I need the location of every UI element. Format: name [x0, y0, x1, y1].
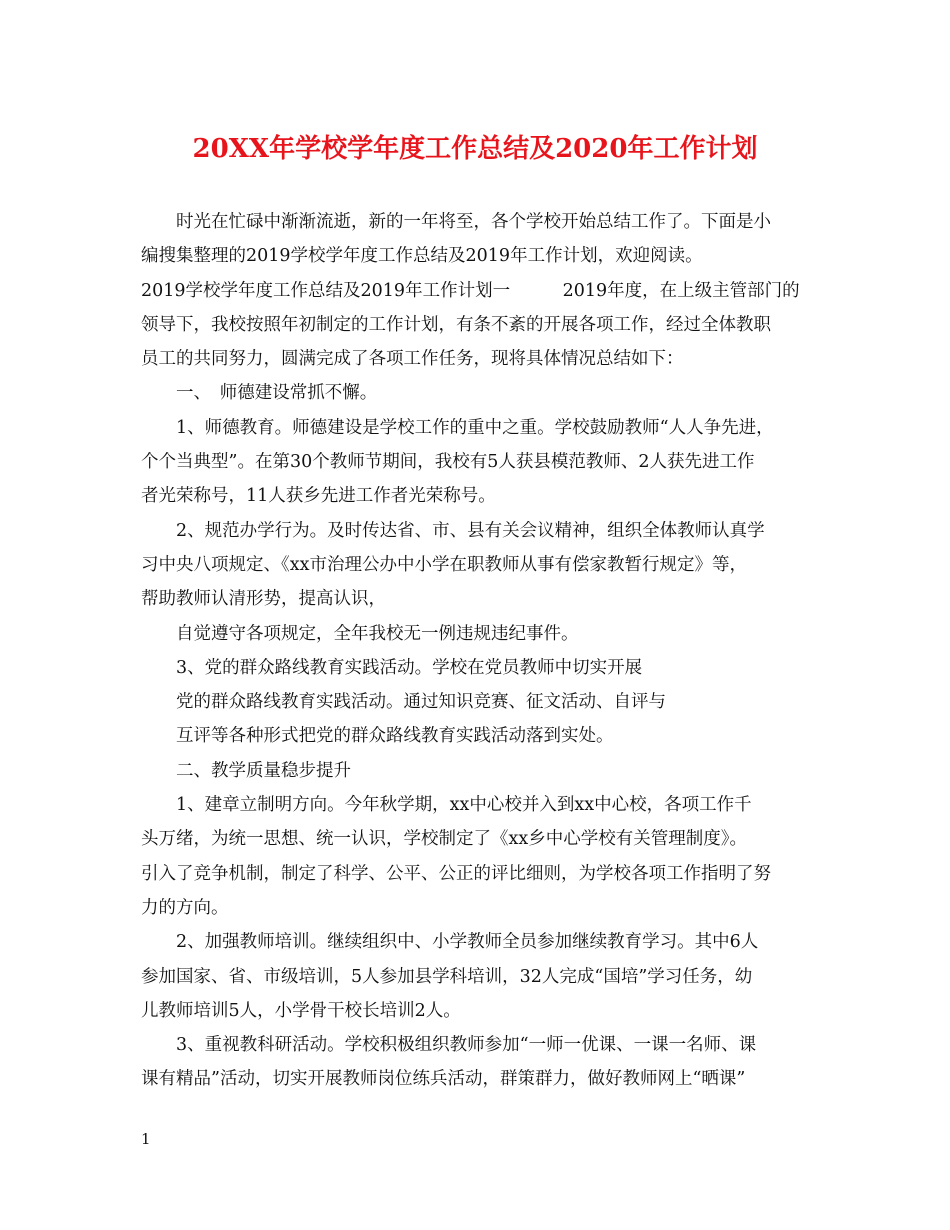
document-title: 20XX年学校学年度工作总结及2020年工作计划	[192, 134, 758, 164]
paragraph-line: 编搜集整理的2019学校学年度工作总结及2019年工作计划，欢迎阅读。	[141, 246, 703, 267]
page-number: 1	[141, 1130, 151, 1148]
paragraph-line: 互评等各种形式把党的群众路线教育实践活动落到实处。	[176, 726, 614, 747]
paragraph-line: 1、建章立制明方向。今年秋学期，xx中心校并入到xx中心校，各项工作千	[176, 795, 752, 816]
paragraph-line: 党的群众路线教育实践活动。通过知识竞赛、征文活动、自评与	[176, 692, 666, 713]
section-heading: 二、教学质量稳步提升	[176, 760, 351, 781]
paragraph-line: 3、党的群众路线教育实践活动。学校在党员教师中切实开展	[176, 657, 643, 678]
paragraph-line: 参加国家、省、市级培训，5人参加县学科培训，32人完成“国培”学习任务，幼	[141, 966, 753, 987]
paragraph-line: 3、重视教科研活动。学校积极组织教师参加“一师一优课、一课一名师、课	[176, 1035, 757, 1056]
paragraph-line: 2、规范办学行为。及时传达省、市、县有关会议精神，组织全体教师认真学	[176, 520, 765, 541]
paragraph-line: 习中央八项规定、《xx市治理公办中小学在职教师从事有偿家教暂行规定》等，	[141, 554, 747, 575]
document-body	[141, 205, 821, 1097]
paragraph-line: 头万绪，为统一思想、统一认识，学校制定了《xx乡中心学校有关管理制度》。	[141, 829, 747, 850]
paragraph-line: 者光荣称号，11人获乡先进工作者光荣称号。	[141, 486, 496, 507]
paragraph-line: 领导下，我校按照年初制定的工作计划，有条不紊的开展各项工作，经过全体教职	[141, 314, 771, 335]
paragraph-line: 帮助教师认清形势，提高认识，	[141, 589, 386, 610]
paragraph-line: 儿教师培训5人，小学骨干校长培训2人。	[141, 1000, 461, 1021]
paragraph-line: 力的方向。	[141, 897, 229, 918]
paragraph-line: 2019学校学年度工作总结及2019年工作计划一 2019年度，在上级主管部门的	[141, 280, 800, 301]
paragraph-line: 1、师德教育。师德建设是学校工作的重中之重。学校鼓励教师“人人争先进，	[176, 417, 774, 438]
section-heading: 一、 师德建设常抓不懈。	[176, 383, 378, 404]
paragraph-line: 个个当典型”。在第30个教师节期间，我校有5人获县模范教师、2人获先进工作	[141, 452, 755, 473]
paragraph-line: 2、加强教师培训。继续组织中、小学教师全员参加继续教育学习。其中6人	[176, 932, 759, 953]
paragraph-line: 自觉遵守各项规定，全年我校无一例违规违纪事件。	[176, 623, 579, 644]
paragraph-line: 时光在忙碌中渐渐流逝，新的一年将至，各个学校开始总结工作了。下面是小	[176, 212, 771, 232]
paragraph-line: 引入了竞争机制，制定了科学、公平、公正的评比细则，为学校各项工作指明了努	[141, 863, 771, 884]
paragraph-line: 课有精品”活动，切实开展教师岗位练兵活动，群策群力，做好教师网上“晒课”	[141, 1069, 746, 1090]
paragraph-line: 员工的共同努力，圆满完成了各项工作任务，现将具体情况总结如下：	[141, 349, 684, 370]
